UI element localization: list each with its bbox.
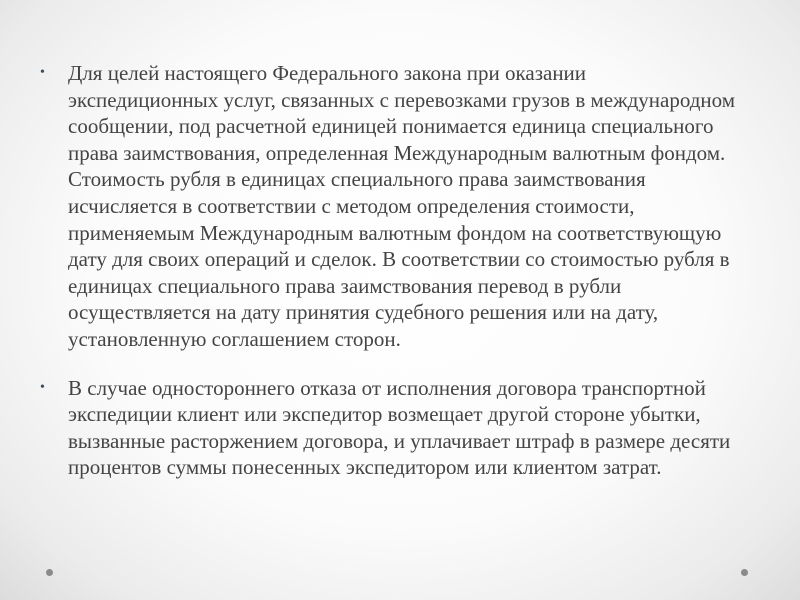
bullet-item <box>38 375 738 481</box>
bullet-item <box>38 60 738 353</box>
corner-dot-icon <box>46 569 53 576</box>
bullet-list <box>38 60 738 481</box>
bullet-text: Для целей настоящего Федерального закона при оказании экспедиционных услуг, связанных с перевозками грузов в международном сообщении, под расчетной единицей понимается единица специального права заимствования, определенная Международным валютным фондом. Стоимость рубля в единицах специального права заимствования исчисляется в соответствии с методом определения стоимости, применяемым Международным валютным фондом на соответствующую дату для своих операций и сделок. В соответствии со стоимостью рубля в единицах специального права заимствования перевод в рубли осуществляется на дату принятия судебного решения или на дату, установленную соглашением сторон. <box>68 61 736 351</box>
bullet-icon: • <box>40 65 45 80</box>
corner-dot-icon <box>741 569 748 576</box>
bullet-text: В случае одностороннего отказа от исполнения договора транспортной экспедиции клиент или экспедитор возмещает другой стороне убытки, вызванные расторжением договора, и уплачивает штраф в размере десяти процентов суммы понесенных экспедитором или клиентом затрат. <box>68 375 731 480</box>
bullet-icon: • <box>40 379 45 395</box>
